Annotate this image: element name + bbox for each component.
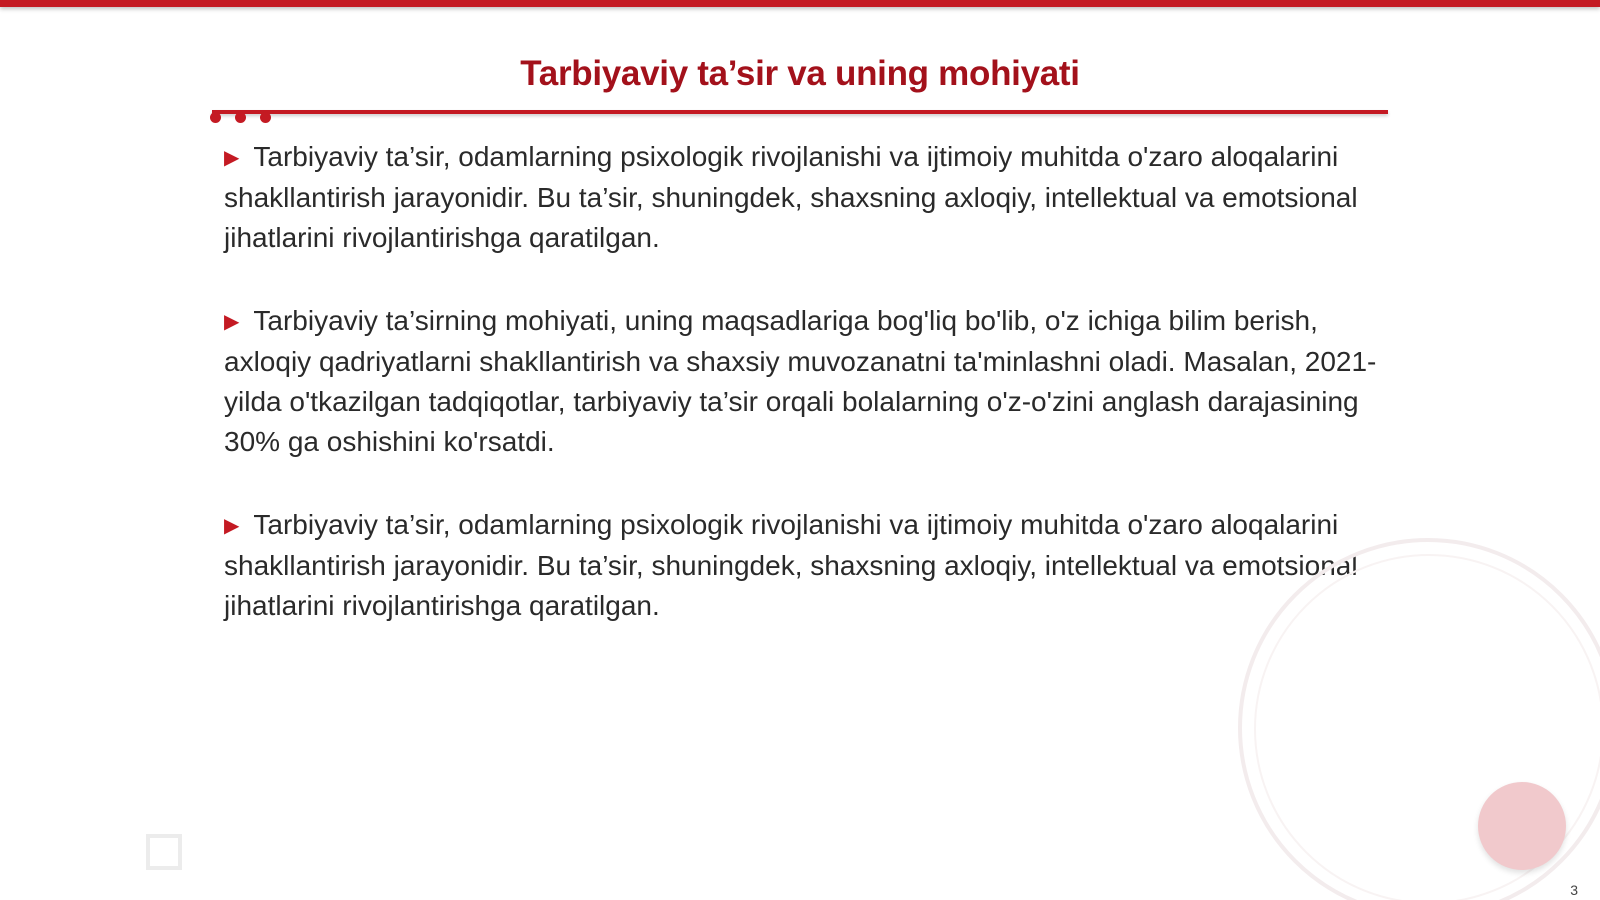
decorative-dot (210, 112, 221, 123)
paragraph-text: Tarbiyaviy ta’sirning mohiyati, uning maqsadlariga bog'liq bo'lib, o'z ichiga bilim berish, axloqiy qadriyatlarni shakllantirish va shaxsiy muvozanatni ta'minlashni oladi. Masalan, 2021-yilda o'tkazilgan tadqiqotlar, tarbiyaviy ta’sir orqali bolalarning o'z-o'zini anglash darajasining 30% ga oshishini ko'rsatdi. (224, 305, 1377, 457)
decorative-dot (235, 112, 246, 123)
paragraph-text: Tarbiyaviy ta’sir, odamlarning psixologik rivojlanishi va ijtimoiy muhitda o'zaro aloqalarini shakllantirish jarayonidir. Bu ta’sir, shuningdek, shaxsning axloqiy, intellektual va emotsional jihatlarini rivojlantirishga qaratilgan. (224, 509, 1358, 621)
triangle-right-icon: ▶ (224, 311, 240, 333)
triangle-right-icon: ▶ (224, 147, 240, 169)
bullet-paragraph (224, 137, 1384, 258)
page-number: 3 (1570, 882, 1578, 898)
decorative-circle (1478, 782, 1566, 870)
slide-title: Tarbiyaviy ta’sir va uning mohiyati (520, 54, 1080, 93)
top-accent-bar (0, 0, 1600, 7)
bullet-paragraph (224, 301, 1384, 462)
paragraph-text: Tarbiyaviy ta’sir, odamlarning psixologik rivojlanishi va ijtimoiy muhitda o'zaro aloqalarini shakllantirish jarayonidir. Bu ta’sir, shuningdek, shaxsning axloqiy, intellektual va emotsional jihatlarini rivojlantirishga qaratilgan. (224, 141, 1358, 253)
title-underline (212, 110, 1388, 114)
bullet-paragraph (224, 505, 1384, 626)
bullet-list (224, 137, 1384, 669)
decorative-square (146, 834, 182, 870)
decorative-dot (260, 112, 271, 123)
triangle-right-icon: ▶ (224, 515, 240, 537)
